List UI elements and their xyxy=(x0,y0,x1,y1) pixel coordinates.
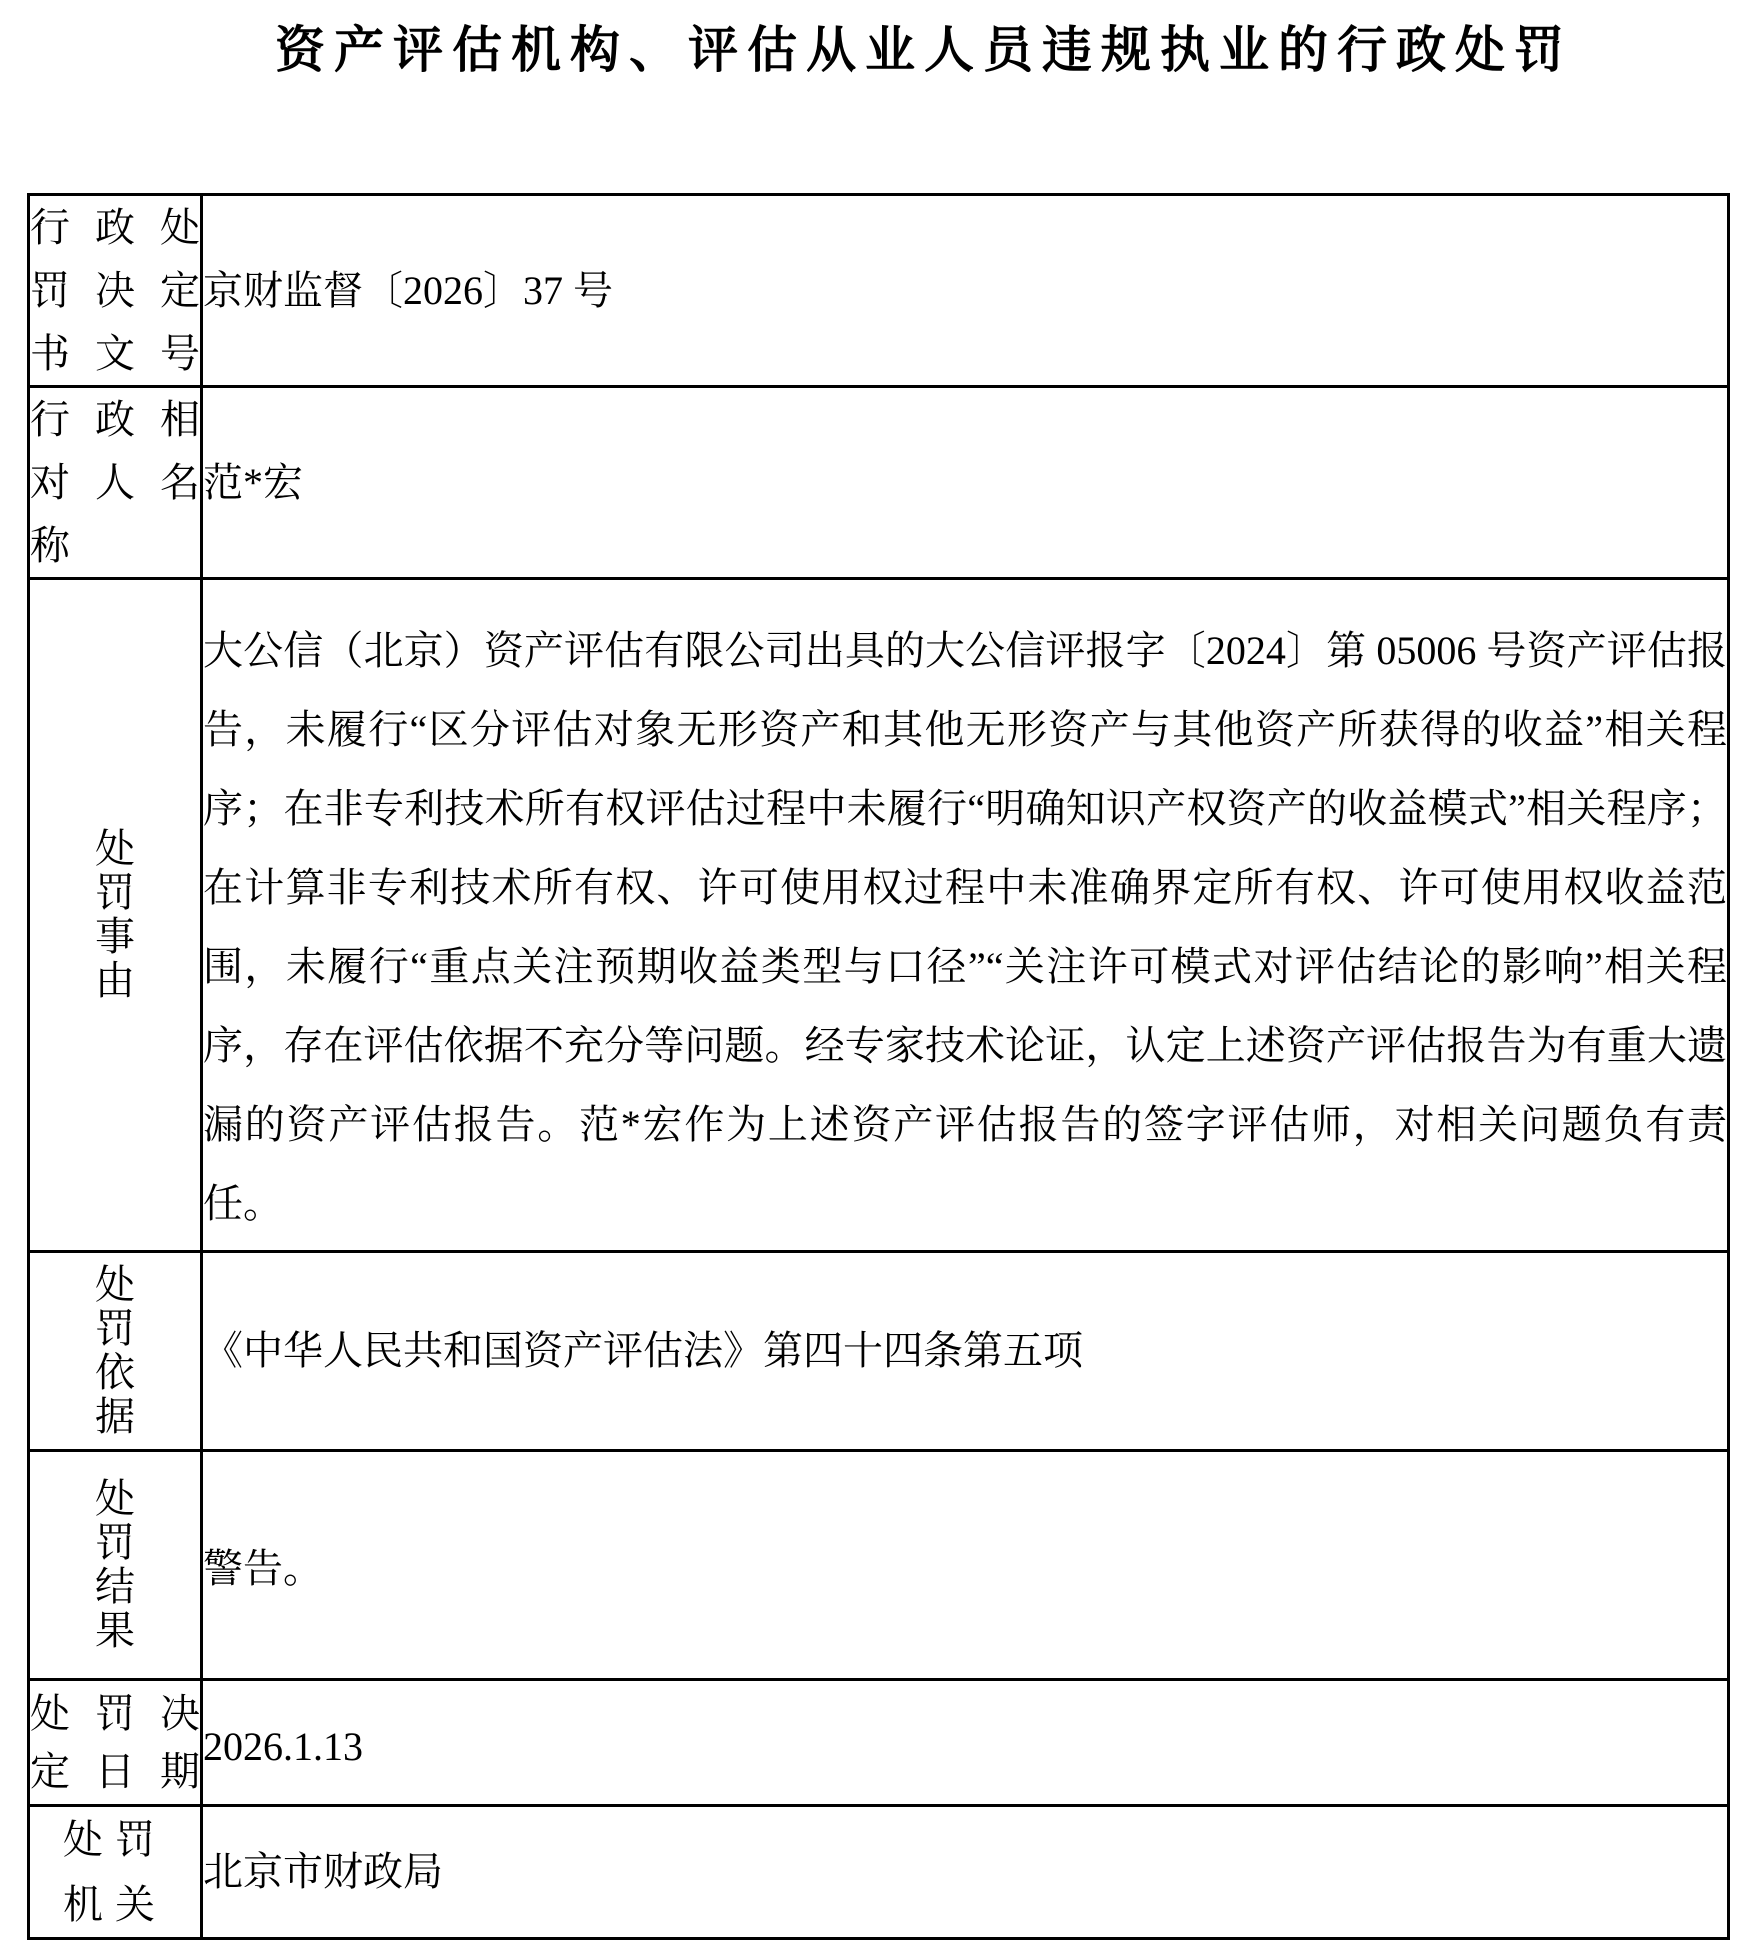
penalty-table xyxy=(27,193,1730,1940)
penalty-basis-text: 《中华人民共和国资产评估法》第四十四条第五项 xyxy=(203,1328,1083,1373)
row-value-penalty-result xyxy=(202,1451,1729,1680)
party-name-text: 范*宏 xyxy=(203,459,303,505)
label-line: 机关 xyxy=(63,1882,167,1927)
label-line: 行政处 xyxy=(30,205,200,250)
label-line: 罚决定 xyxy=(30,268,200,313)
row-label-penalty-authority xyxy=(29,1806,202,1939)
row-label-penalty-reason xyxy=(29,579,202,1252)
label-line: 果 xyxy=(95,1608,135,1653)
label-line: 处罚 xyxy=(63,1817,167,1862)
label-line: 罚 xyxy=(95,870,135,915)
label-line: 处罚决 xyxy=(30,1690,200,1736)
row-label-decision-date xyxy=(29,1680,202,1806)
row-label-party-name xyxy=(29,387,202,579)
decision-date-text: 2026.1.13 xyxy=(203,1723,363,1769)
row-value-decision-number xyxy=(202,195,1729,387)
document-title: 资产评估机构、评估从业人员违规执业的行政处罚 xyxy=(275,22,1573,78)
label-line: 书文号 xyxy=(30,331,200,376)
label-line: 据 xyxy=(95,1394,135,1439)
row-value-penalty-authority xyxy=(202,1806,1729,1939)
label-line: 罚 xyxy=(95,1520,135,1565)
label-line: 对人名 xyxy=(30,460,200,505)
label-line: 依 xyxy=(95,1350,135,1395)
table-row-penalty-authority xyxy=(29,1806,1729,1939)
row-value-party-name xyxy=(202,387,1729,579)
row-label-decision-number xyxy=(29,195,202,387)
label-line: 处 xyxy=(95,1262,135,1307)
penalty-result-text: 警告。 xyxy=(203,1546,323,1591)
label-line: 由 xyxy=(95,958,135,1003)
table-row-decision-date xyxy=(29,1680,1729,1806)
table-row-party-name xyxy=(29,387,1729,579)
row-label-penalty-basis xyxy=(29,1252,202,1451)
label-line: 处 xyxy=(95,826,135,871)
label-line: 称 xyxy=(30,523,70,568)
penalty-reason-text: 大公信（北京）资产评估有限公司出具的大公信评报字〔2024〕第 05006 号资产评估报告，未履行“区分评估对象无形资产和其他无形资产与其他资产所获得的收益”相关程序；在非专利技术所有权评估过程中未履行“明确知识产权资产的收益模式”相关程序；在计算非专利技术所有权、许可使用权过程中未准确界定所有权、许可使用权收益范围，未履行“重点关注预期收益类型与口径”“关注许可模式对评估结论的影响”相关程序，存在评估依据不充分等问题。经专家技术论证，认定上述资产评估报告为有重大遗漏的资产评估报告。范*宏作为上述资产评估报告的签字评估师，对相关问题负有责任。 xyxy=(203,628,1727,1226)
decision-number-text: 京财监督〔2026〕37 号 xyxy=(203,267,613,313)
row-value-penalty-basis xyxy=(202,1252,1729,1451)
row-label-penalty-result xyxy=(29,1451,202,1680)
table-row-penalty-result xyxy=(29,1451,1729,1680)
label-line: 处 xyxy=(95,1476,135,1521)
label-line: 结 xyxy=(95,1564,135,1609)
table-row-penalty-reason xyxy=(29,579,1729,1252)
table-row-penalty-basis xyxy=(29,1252,1729,1451)
row-value-decision-date xyxy=(202,1680,1729,1806)
penalty-authority-text: 北京市财政局 xyxy=(203,1849,443,1894)
label-line: 事 xyxy=(95,914,135,959)
label-line: 罚 xyxy=(95,1306,135,1351)
label-line: 定日期 xyxy=(30,1748,200,1794)
label-line: 行政相 xyxy=(30,397,200,442)
table-row-decision-number xyxy=(29,195,1729,387)
row-value-penalty-reason xyxy=(202,579,1729,1252)
